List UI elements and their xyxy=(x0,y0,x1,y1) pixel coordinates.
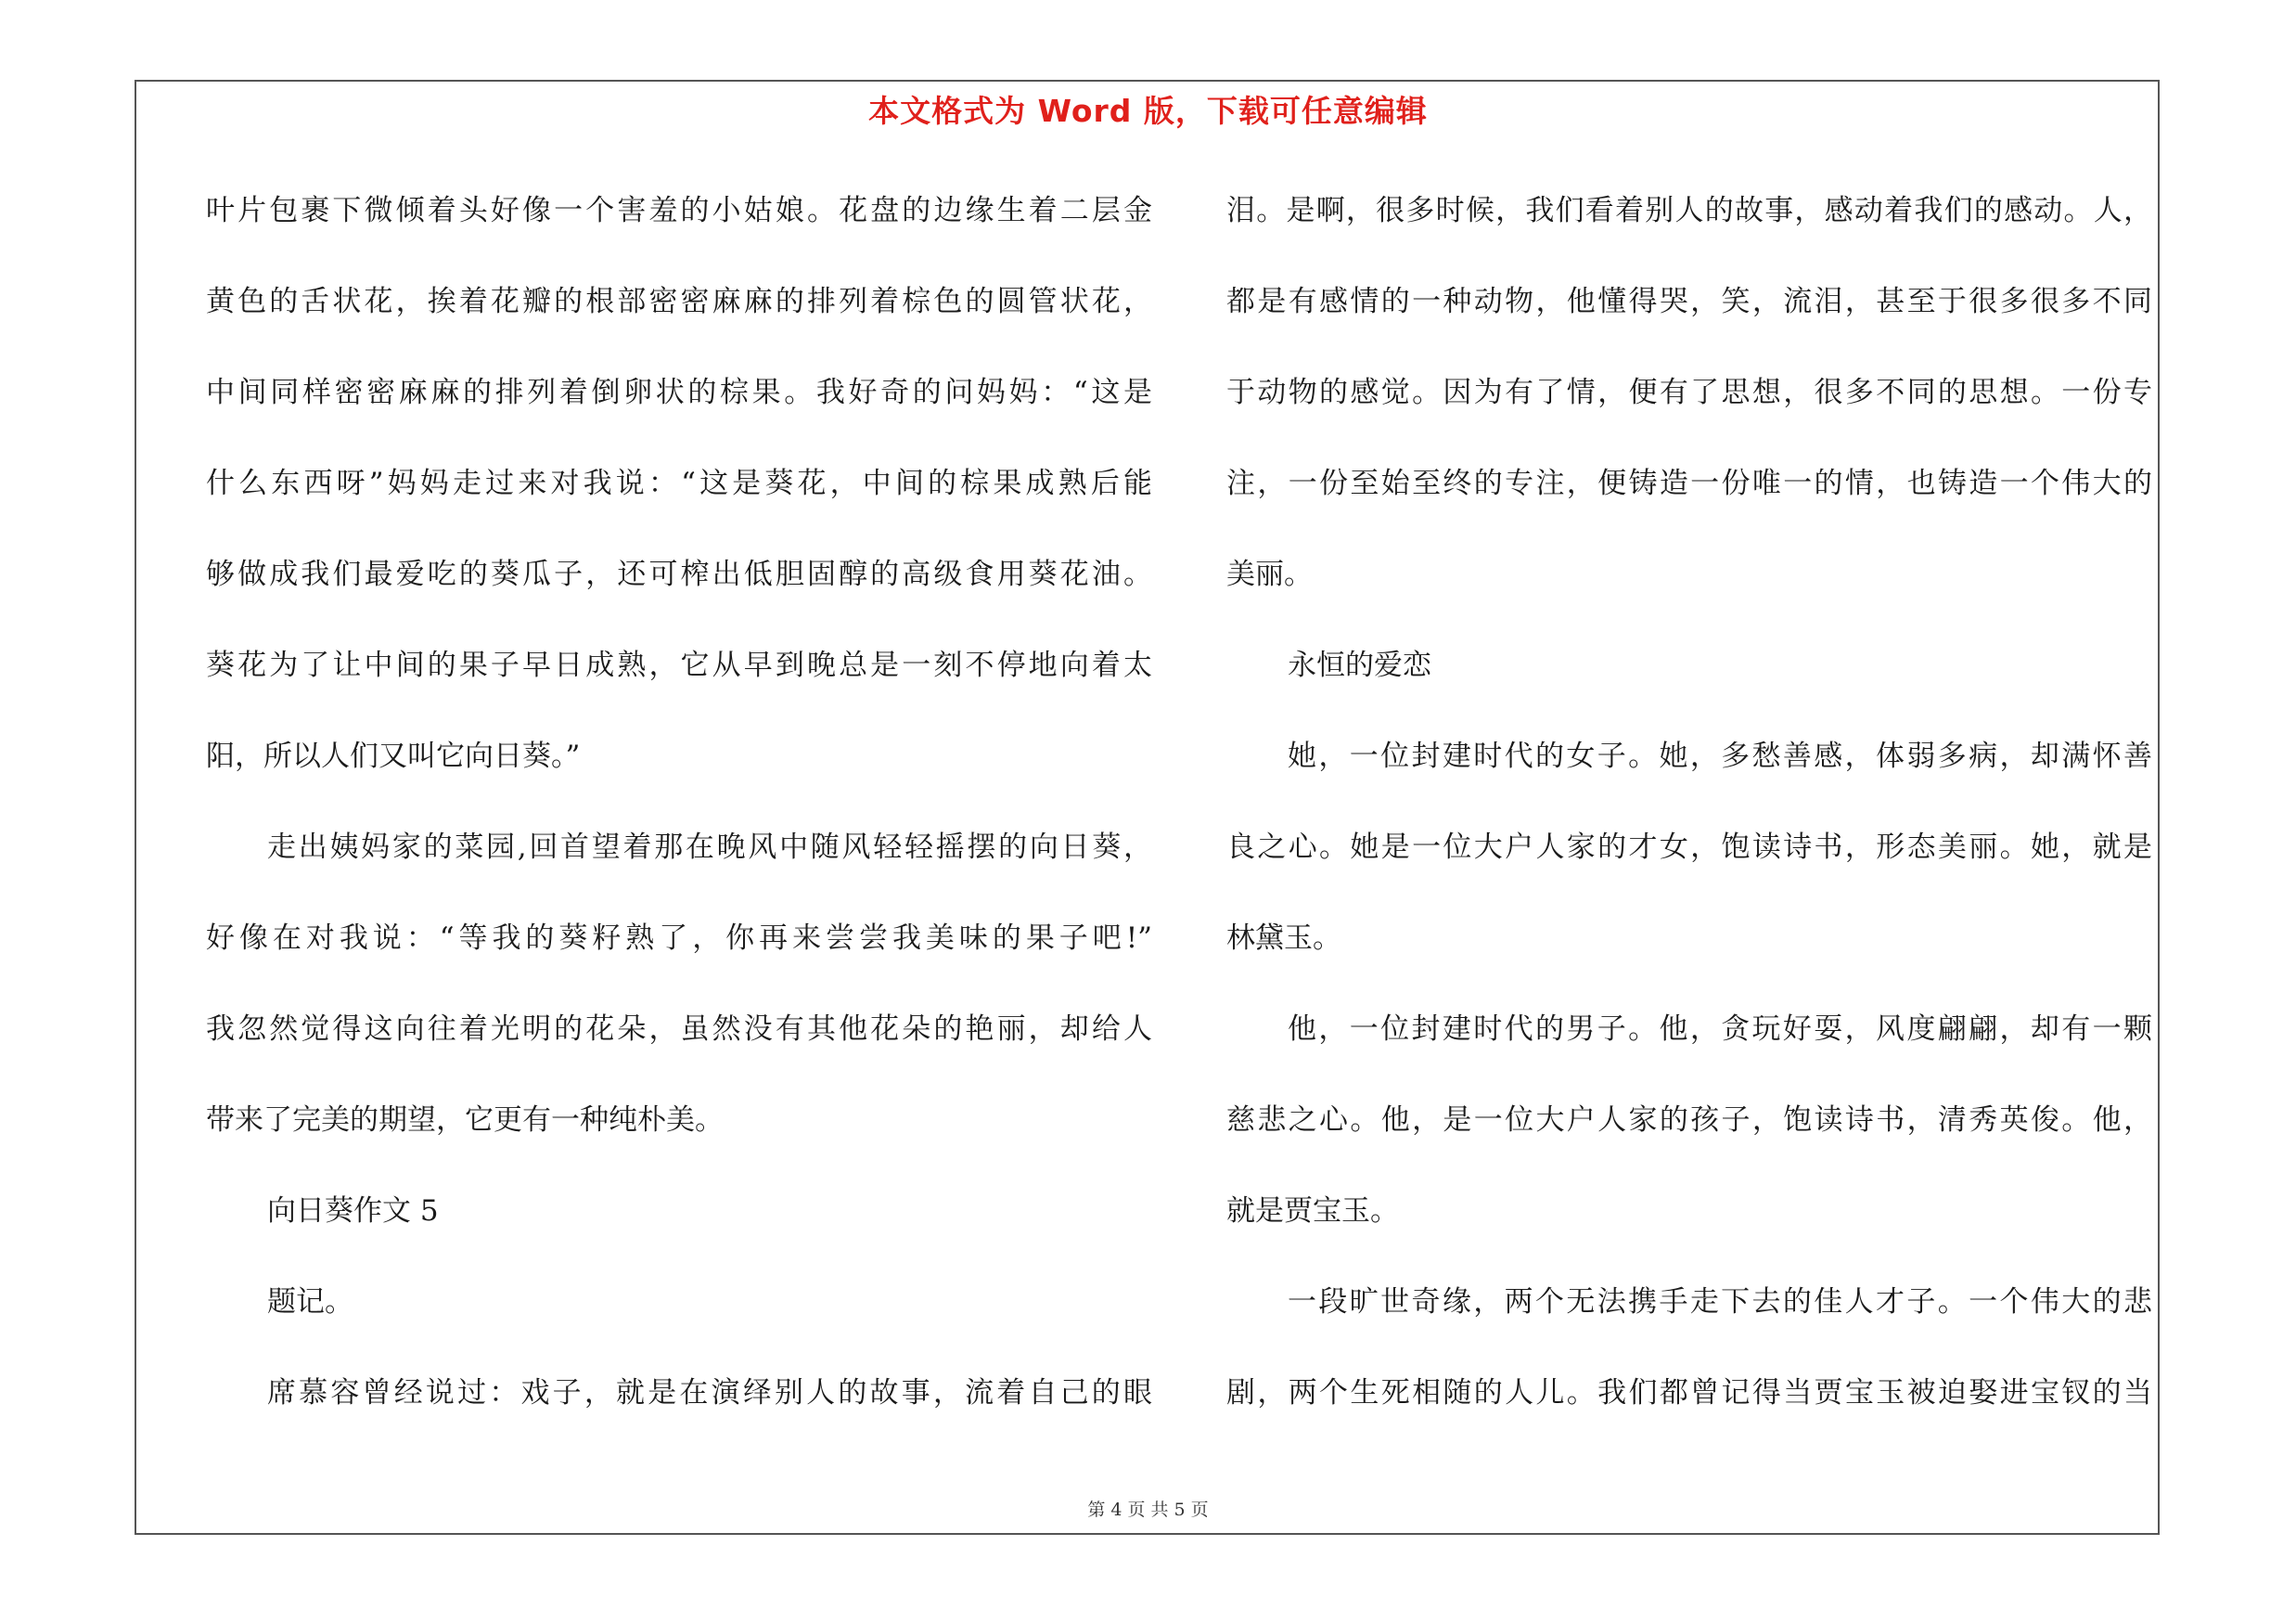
text-line: 带来了完美的期望，它更有一种纯朴美。 xyxy=(206,1103,724,1137)
text-line: 一段旷世奇缘，两个无法携手走下去的佳人才子。一个伟大的悲 xyxy=(1288,1285,2152,1319)
text-line: 什么东西呀”妈妈走过来对我说：“这是葵花，中间的棕果成熟后能 xyxy=(206,467,1152,500)
text-line: 他，一位封建时代的男子。他，贪玩好耍，风度翩翩，却有一颗 xyxy=(1288,1012,2152,1046)
text-line: 慈悲之心。他，是一位大户人家的孩子，饱读诗书，清秀英俊。他， xyxy=(1226,1103,2152,1137)
text-line: 良之心。她是一位大户人家的才女，饱读诗书，形态美丽。她，就是 xyxy=(1226,831,2152,864)
text-line: 葵花为了让中间的果子早日成熟，它从早到晚总是一刻不停地向着太 xyxy=(206,649,1152,682)
text-line: 就是贾宝玉。 xyxy=(1226,1194,1399,1228)
text-line: 注，一份至始至终的专注，便铸造一份唯一的情，也铸造一个伟大的 xyxy=(1226,467,2152,500)
document-header: 本文格式为 Word 版，下载可任意编辑 xyxy=(868,93,1428,129)
text-line: 于动物的感觉。因为有了情，便有了思想，很多不同的思想。一份专 xyxy=(1226,376,2152,409)
text-line: 林黛玉。 xyxy=(1226,921,1341,955)
text-line: 题记。 xyxy=(267,1285,353,1319)
text-line: 都是有感情的一种动物，他懂得哭，笑，流泪，甚至于很多很多不同 xyxy=(1226,285,2152,318)
left-column xyxy=(206,178,1152,1451)
text-line: 美丽。 xyxy=(1226,558,1313,591)
section-heading: 向日葵作文 5 xyxy=(267,1194,439,1228)
right-column xyxy=(1226,178,2152,1451)
text-line: 泪。是啊，很多时候，我们看着别人的故事，感动着我们的感动。人， xyxy=(1226,194,2152,227)
text-line: 走出姨妈家的菜园,回首望着那在晚风中随风轻轻摇摆的向日葵， xyxy=(267,831,1152,864)
text-line: 剧，两个生死相随的人儿。我们都曾记得当贾宝玉被迫娶进宝钗的当 xyxy=(1226,1376,2152,1410)
text-line: 中间同样密密麻麻的排列着倒卵状的棕果。我好奇的问妈妈：“这是 xyxy=(206,376,1152,409)
text-line: 阳，所以人们又叫它向日葵。” xyxy=(206,740,581,773)
page-number: 第 4 页 共 5 页 xyxy=(1087,1500,1209,1520)
text-line: 够做成我们最爱吃的葵瓜子，还可榨出低胆固醇的高级食用葵花油。 xyxy=(206,558,1152,591)
text-line: 席慕容曾经说过：戏子，就是在演绎别人的故事，流着自己的眼 xyxy=(267,1376,1152,1410)
text-line: 黄色的舌状花，挨着花瓣的根部密密麻麻的排列着棕色的圆管状花， xyxy=(206,285,1152,318)
text-line: 我忽然觉得这向往着光明的花朵，虽然没有其他花朵的艳丽，却给人 xyxy=(206,1012,1152,1046)
section-heading: 永恒的爱恋 xyxy=(1288,649,1431,682)
text-line: 叶片包裹下微倾着头好像一个害羞的小姑娘。花盘的边缘生着二层金 xyxy=(206,194,1152,227)
text-line: 好像在对我说：“等我的葵籽熟了，你再来尝尝我美味的果子吧!” xyxy=(206,921,1152,955)
text-line: 她，一位封建时代的女子。她，多愁善感，体弱多病，却满怀善 xyxy=(1288,740,2152,773)
